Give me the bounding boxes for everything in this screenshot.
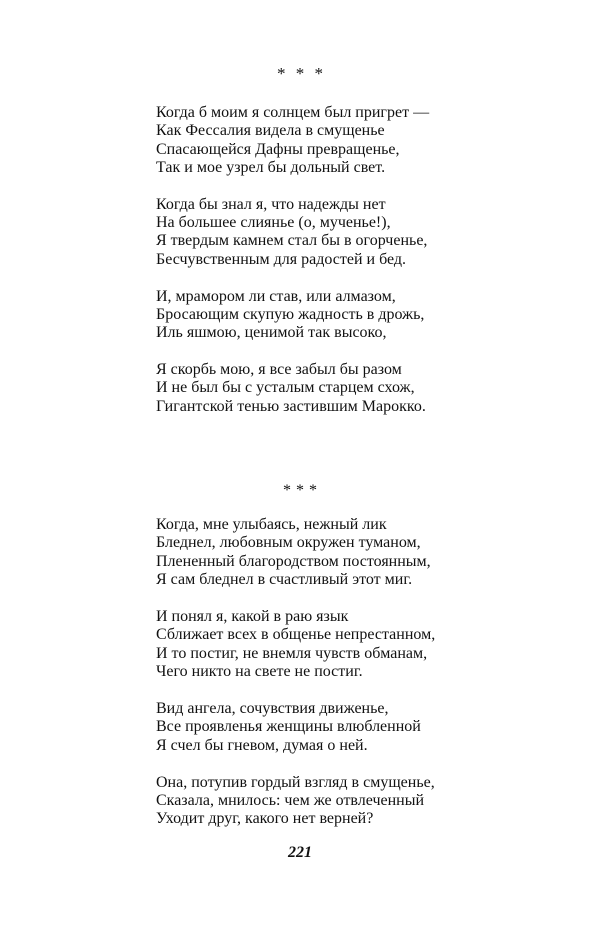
verse-line: Бесчувственным для радостей и бед. xyxy=(156,250,407,268)
page-number: 221 xyxy=(288,844,312,861)
stanza xyxy=(156,288,466,343)
verse-line: Сказала, мнилось: чем же отвлеченный xyxy=(156,791,425,809)
stanza xyxy=(156,774,466,829)
verse-line: Спасающейся Дафны превращенье, xyxy=(156,140,400,158)
verse-line: Я скорбь мою, я все забыл бы разом xyxy=(156,361,402,379)
poem-2 xyxy=(156,516,466,829)
verse-line: Когда, мне улыбаясь, нежный лик xyxy=(156,516,387,533)
poem-1-separator: * * * xyxy=(277,64,323,83)
verse-line: И понял я, какой в раю язык xyxy=(156,607,349,625)
verse-line: Чего никто на свете не постиг. xyxy=(156,662,363,680)
stanza xyxy=(156,700,466,755)
verse-line: И, мрамором ли став, или алмазом, xyxy=(156,287,396,305)
verse-line: Иль яшмою, ценимой так высоко, xyxy=(156,324,387,342)
verse-line: Бросающим скупую жадность в дрожь, xyxy=(156,305,425,323)
verse-line: На большее слиянье (о, мученье!), xyxy=(156,214,391,232)
verse-line: Я сам бледнел в счастливый этот миг. xyxy=(156,570,413,588)
verse-line: Когда бы знал я, что надежды нет xyxy=(156,195,386,213)
poem-2-separator: * * * xyxy=(283,482,317,499)
stanza xyxy=(156,516,466,589)
verse-line: И не был бы с усталым старцем схож, xyxy=(156,379,415,397)
verse-line: Гигантской тенью застившим Марокко. xyxy=(156,397,426,415)
verse-line: Вид ангела, сочувствия движенье, xyxy=(156,699,389,717)
verse-line: Как Фессалия видела в смущенье xyxy=(156,122,385,140)
stanza xyxy=(156,361,466,416)
poem-1 xyxy=(156,104,466,416)
stanza xyxy=(156,196,466,269)
verse-line: Когда б моим я солнцем был пригрет — xyxy=(156,104,430,121)
stanza xyxy=(156,104,466,177)
verse-line: Сближает всех в общенье непрестанном, xyxy=(156,626,436,644)
verse-line: Плененный благородством постоянным, xyxy=(156,552,431,570)
verse-line: Все проявленья женщины влюбленной xyxy=(156,718,421,736)
verse-line: Я твердым камнем стал бы в огорченье, xyxy=(156,232,428,250)
stanza xyxy=(156,608,466,681)
verse-line: Я счел бы гневом, думая о ней. xyxy=(156,736,368,754)
verse-line: И то постиг, не внемля чувств обманам, xyxy=(156,644,428,662)
verse-line: Уходит друг, какого нет верней? xyxy=(156,810,374,828)
verse-line: Она, потупив гордый взгляд в смущенье, xyxy=(156,773,435,791)
verse-line: Так и мое узрел бы дольный свет. xyxy=(156,158,386,176)
verse-line: Бледнел, любовным окружен туманом, xyxy=(156,534,421,552)
